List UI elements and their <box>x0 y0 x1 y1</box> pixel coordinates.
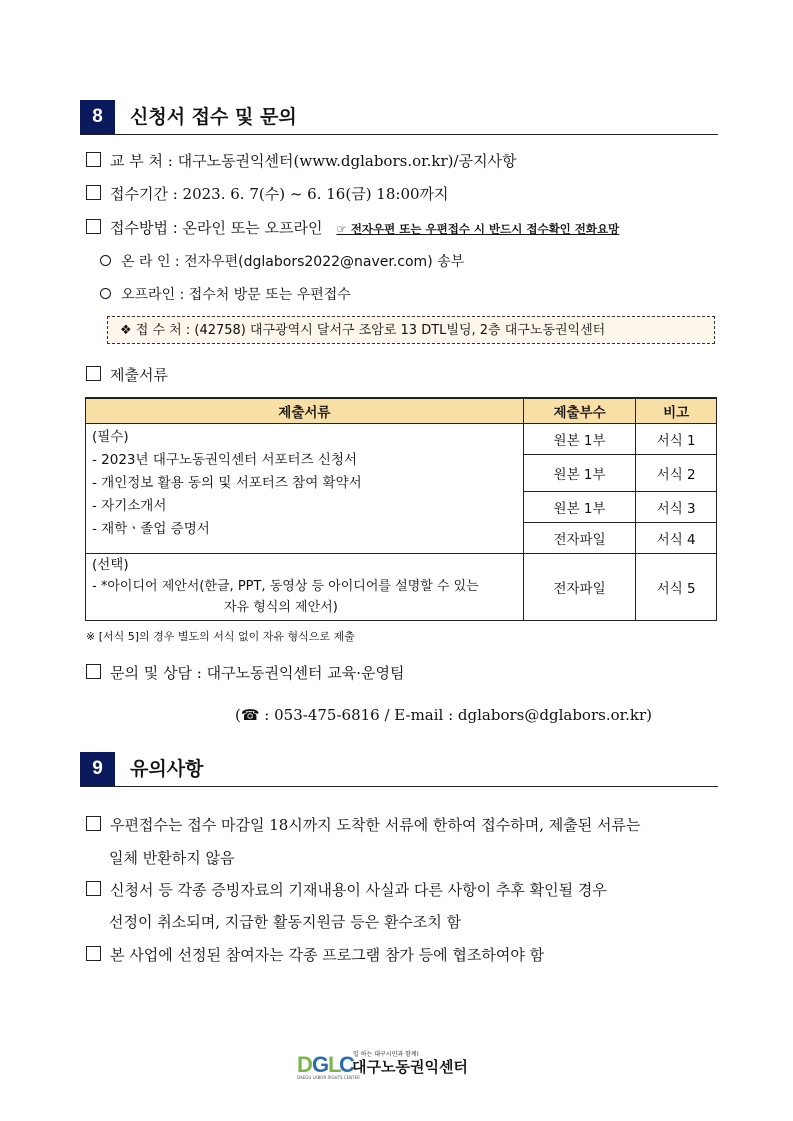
notice-text: 본 사업에 선정된 참여자는 각종 프로그램 참가 등에 협조하여야 함 <box>110 946 545 964</box>
notice-text: 우편접수는 접수 마감일 18시까지 도착한 서류에 한하여 접수하며, 제출된 서류는 <box>110 816 641 834</box>
copies-cell: 원본 1부 <box>523 492 636 523</box>
optional-docs-cell <box>86 554 524 621</box>
table-row <box>86 424 717 455</box>
notice-text: 신청서 등 각종 증빙자료의 기재내용이 사실과 다른 사항이 추후 확인될 경우 <box>110 881 607 899</box>
checkbox-icon <box>86 152 101 167</box>
notice-item <box>86 879 607 900</box>
circle-bullet-icon <box>100 288 111 299</box>
table-row <box>86 554 717 621</box>
section-number: 9 <box>80 752 115 786</box>
logo-sub: DAEGU LABOR RIGHTS CENTER <box>297 1075 360 1080</box>
section-8-header <box>80 100 718 135</box>
method-note: ☞ 전자우편 또는 우편접수 시 반드시 접수확인 전화요망 <box>336 222 620 236</box>
required-item: - 자기소개서 <box>92 498 167 514</box>
note-cell: 서식 1 <box>636 424 717 455</box>
svg-text:C: C <box>339 1052 355 1077</box>
logo-name: 대구노동권익센터 <box>352 1058 468 1076</box>
address-box <box>107 316 715 344</box>
checkbox-icon <box>86 219 101 234</box>
copies-cell: 원본 1부 <box>523 455 636 492</box>
receive-place-line <box>86 150 517 171</box>
contact-detail: (☎ : 053-475-6816 / E-mail : dglabors@dglabors.or.kr) <box>235 706 653 724</box>
header-docs: 제출서류 <box>86 398 524 424</box>
optional-item-cont: 자유 형식의 제안서) <box>224 600 338 615</box>
svg-text:D: D <box>297 1052 313 1077</box>
notice-text-cont: 일체 반환하지 않음 <box>109 849 235 867</box>
note-cell: 서식 2 <box>636 455 717 492</box>
notice-item <box>86 814 640 835</box>
center-logo <box>297 1045 487 1083</box>
required-item: - 개인정보 활용 동의 및 서포터즈 참여 확약서 <box>92 475 362 491</box>
checkbox-icon <box>86 946 101 961</box>
header-copies: 제출부수 <box>523 398 636 424</box>
offline-line <box>100 284 351 304</box>
docs-label-line <box>86 364 168 385</box>
address-text: ❖ 접 수 처 : (42758) 대구광역시 달서구 조암로 13 DTL빌딩, 2층 대구노동권익센터 <box>120 323 606 338</box>
required-item: - 재학ㆍ졸업 증명서 <box>92 521 210 537</box>
note-cell: 서식 3 <box>636 492 717 523</box>
optional-title: (선택) <box>92 557 129 573</box>
svg-text:L: L <box>328 1052 342 1077</box>
section-9-header <box>80 752 718 787</box>
required-docs-cell <box>86 424 524 554</box>
online-text: 온 라 인 : 전자우편(dglabors2022@naver.com) 송부 <box>121 254 465 270</box>
table-header-row <box>86 398 717 424</box>
footnote: ※ [서식 5]의 경우 별도의 서식 없이 자유 형식으로 제출 <box>86 630 355 643</box>
receive-place-text: 교 부 처 : 대구노동권익센터(www.dglabors.or.kr)/공지사항 <box>110 152 517 170</box>
online-line <box>100 251 464 271</box>
notice-text-cont: 선정이 취소되며, 지급한 활동지원금 등은 환수조치 함 <box>109 913 462 931</box>
logo-tagline: 일 하는 대구시민과 함께! <box>353 1051 420 1058</box>
contact-line <box>86 662 404 683</box>
checkbox-icon <box>86 366 101 381</box>
circle-bullet-icon <box>100 255 111 266</box>
copies-cell: 전자파일 <box>523 554 636 621</box>
copies-cell: 전자파일 <box>523 523 636 554</box>
checkbox-icon <box>86 816 101 831</box>
required-item: - 2023년 대구노동권익센터 서포터즈 신청서 <box>92 452 358 468</box>
period-line <box>86 183 449 204</box>
section-title: 유의사항 <box>130 758 204 780</box>
docs-label: 제출서류 <box>110 366 168 384</box>
period-text: 접수기간 : 2023. 6. 7(수) ~ 6. 16(금) 18:00까지 <box>110 185 449 203</box>
optional-item: - *아이디어 제안서(한글, PPT, 동영상 등 아이디어를 설명할 수 있는 <box>92 579 479 594</box>
required-title: (필수) <box>92 429 129 445</box>
note-cell: 서식 5 <box>636 554 717 621</box>
contact-text: 문의 및 상담 : 대구노동권익센터 교육·운영팀 <box>110 664 405 682</box>
checkbox-icon <box>86 185 101 200</box>
note-cell: 서식 4 <box>636 523 717 554</box>
header-note: 비고 <box>636 398 717 424</box>
offline-text: 오프라인 : 접수처 방문 또는 우편접수 <box>121 287 351 303</box>
copies-cell: 원본 1부 <box>523 424 636 455</box>
documents-table <box>85 397 717 621</box>
notice-item <box>86 944 544 965</box>
checkbox-icon <box>86 881 101 896</box>
checkbox-icon <box>86 664 101 679</box>
method-line <box>86 217 619 238</box>
method-text: 접수방법 : 온라인 또는 오프라인 <box>110 219 323 237</box>
svg-text:G: G <box>312 1052 330 1077</box>
section-title: 신청서 접수 및 문의 <box>130 106 297 128</box>
section-number: 8 <box>80 100 115 134</box>
